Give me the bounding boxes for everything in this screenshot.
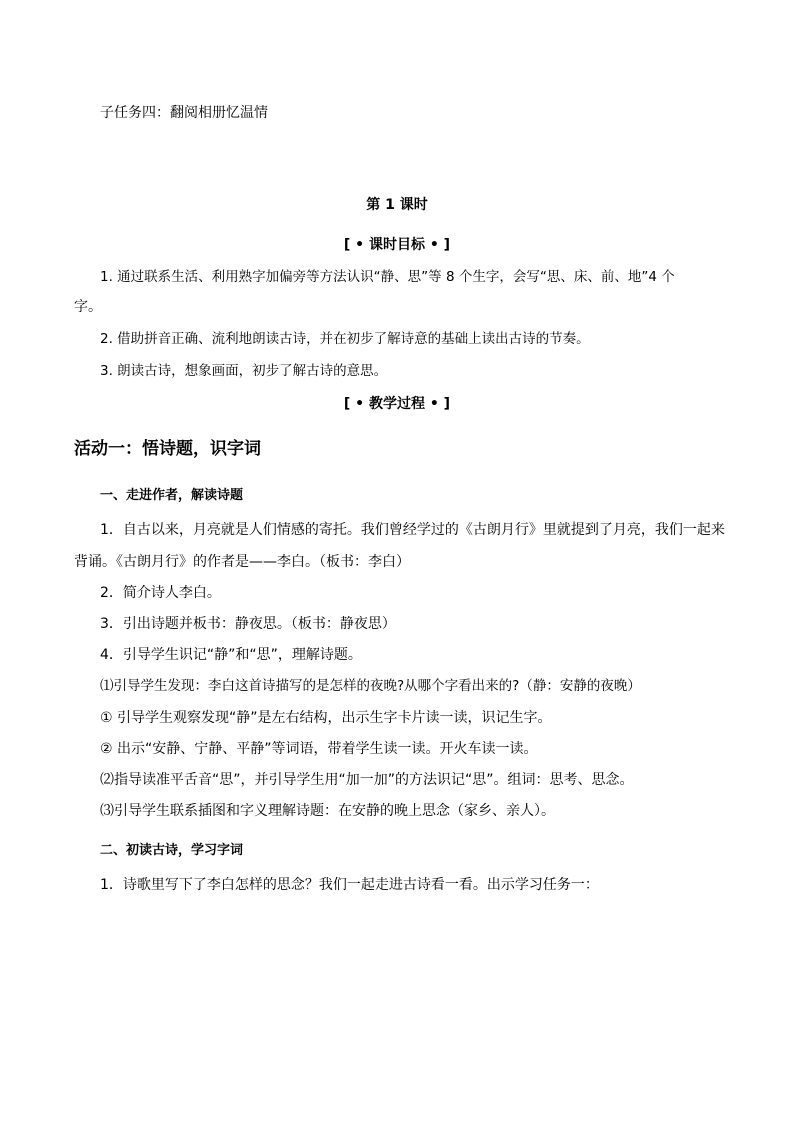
objective-line: 2. 借助拼音正确、流利地朗读古诗，并在初步了解诗意的基础上读出古诗的节奏。 xyxy=(100,331,590,347)
body-line: 2．简介诗人李白。 xyxy=(100,585,221,601)
objective-line: 3. 朗读古诗，想象画面，初步了解古诗的意思。 xyxy=(100,363,388,379)
body-line: ⑴引导学生发现：李白这首诗描写的是怎样的夜晚?从哪个字看出来的?（静：安静的夜晚） xyxy=(100,678,641,694)
body-line: 3．引出诗题并板书：静夜思。（板书：静夜思） xyxy=(100,616,396,632)
body-line: ② 出示“安静、宁静、平静”等词语，带着学生读一读。开火车读一读。 xyxy=(100,741,538,757)
activity-title: 活动一：悟诗题，识字词 xyxy=(74,439,261,459)
section-title: 二、初读古诗，学习字词 xyxy=(100,843,244,858)
body-line: 4．引导学生识记“静”和“思”，理解诗题。 xyxy=(100,647,362,663)
section-title: 一、走进作者，解读诗题 xyxy=(100,488,244,503)
subtask-heading: 子任务四：翻阅相册忆温情 xyxy=(100,105,268,121)
objectives-header: [ • 课时目标 • ] xyxy=(343,237,451,253)
lesson-title: 第 1 课时 xyxy=(366,197,428,213)
process-header: [ • 教学过程 • ] xyxy=(343,396,451,412)
body-line: 背诵。《古朗月行》的作者是——李白。（板书：李白） xyxy=(74,554,410,570)
objective-line: 字。 xyxy=(74,299,102,315)
objective-line: 1. 通过联系生活、利用熟字加偏旁等方法认识“静、思”等 8 个生字，会写“思、床、前、地”4 个 xyxy=(100,269,675,285)
body-line: ① 引导学生观察发现“静”是左右结构，出示生字卡片读一读，识记生字。 xyxy=(100,710,552,726)
body-line: 1．自古以来，月亮就是人们情感的寄托。我们曾经学过的《古朗月行》里就提到了月亮，我们一起来 xyxy=(100,522,725,538)
body-line: 1．诗歌里写下了李白怎样的思念？我们一起走进古诗看一看。出示学习任务一： xyxy=(100,877,599,893)
body-line: ⑵指导读准平舌音“思”，并引导学生用“加一加”的方法识记“思”。组词：思考、思念。 xyxy=(100,772,634,788)
body-line: ⑶引导学生联系插图和字义理解诗题：在安静的晚上思念（家乡、亲人）。 xyxy=(100,803,555,819)
